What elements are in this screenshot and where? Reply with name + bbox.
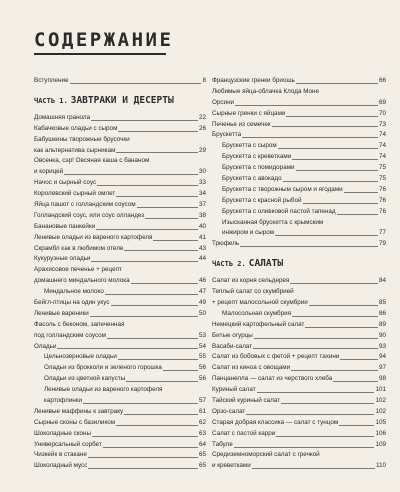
toc-leader-line xyxy=(163,370,198,371)
toc-entry[interactable] xyxy=(212,87,386,98)
toc-entry-title: инжиром и сыром xyxy=(222,229,275,237)
toc-page-number: 84 xyxy=(378,277,386,285)
toc-page-number: 55 xyxy=(198,353,206,361)
toc-entry[interactable] xyxy=(212,342,386,353)
toc-leader-line xyxy=(118,359,198,360)
toc-leader-line xyxy=(145,218,198,219)
toc-page-number: 54 xyxy=(198,342,206,350)
chapter-title: ЗАВТРАКИ И ДЕСЕРТЫ xyxy=(70,94,174,106)
toc-entry-title: Любимые яйца-облачка Клода Моне xyxy=(212,87,320,95)
toc-leader-line xyxy=(97,185,198,186)
toc-entry[interactable] xyxy=(212,207,386,218)
toc-leader-line xyxy=(96,229,198,230)
toc-page-number: 75 xyxy=(378,164,386,172)
toc-page-number: 61 xyxy=(198,407,206,415)
toc-page-number: 93 xyxy=(378,342,386,350)
toc-leader-line xyxy=(153,240,198,241)
toc-page-number: 89 xyxy=(378,320,386,328)
toc-leader-line xyxy=(118,131,198,132)
toc-leader-line xyxy=(246,414,374,415)
toc-entry[interactable] xyxy=(212,196,386,207)
toc-leader-line xyxy=(296,170,378,171)
toc-entry[interactable] xyxy=(212,429,386,440)
toc-page-number: 49 xyxy=(198,299,206,307)
toc-page-number: 79 xyxy=(378,240,386,248)
toc-entry-title: Брускетта с творожным сыром и ягодами xyxy=(222,185,343,193)
toc-entry[interactable] xyxy=(212,331,386,342)
toc-entry[interactable] xyxy=(34,396,206,407)
toc-page-number: 56 xyxy=(198,364,206,372)
toc-entry-title: Табуле xyxy=(212,440,233,448)
toc-entry[interactable] xyxy=(34,352,206,363)
toc-entry[interactable] xyxy=(212,130,386,141)
chapter-heading xyxy=(212,256,386,272)
toc-entry-title: Шоколадный мусс xyxy=(34,462,88,470)
toc-entry[interactable] xyxy=(34,461,206,472)
toc-page-number: 57 xyxy=(198,397,206,405)
toc-entry-title: Брускетта с авокадо xyxy=(222,175,282,182)
toc-entry-title: Вступление xyxy=(34,76,69,84)
toc-entry-title: Орсини xyxy=(212,98,235,106)
toc-entry-title: Арахисовое печенье + рецепт xyxy=(34,266,122,274)
toc-page-number: 74 xyxy=(378,153,386,161)
toc-page-number: 76 xyxy=(378,207,386,215)
toc-leader-line xyxy=(281,403,374,404)
toc-leader-line xyxy=(340,359,378,360)
toc-entry-title: Бабушкины творожные брусочки xyxy=(34,135,130,143)
toc-entry-title: картофлинки xyxy=(44,397,83,405)
toc-page-number: 38 xyxy=(198,211,206,219)
toc-entry[interactable] xyxy=(212,418,386,429)
toc-entry-title: под голландским соусом xyxy=(34,331,106,339)
toc-entry-title: домашнего миндального молока xyxy=(34,277,130,285)
toc-page-number: 106 xyxy=(375,429,386,437)
toc-entry-title: Теплый салат со скумбрией xyxy=(212,288,294,296)
toc-column-left xyxy=(34,76,206,472)
toc-page-number: 43 xyxy=(198,244,206,252)
toc-page-number: 66 xyxy=(378,76,386,84)
toc-entry[interactable] xyxy=(212,309,386,320)
toc-entry-title: Домашняя гранола xyxy=(34,113,91,121)
toc-entry[interactable] xyxy=(34,76,206,87)
toc-entry[interactable] xyxy=(34,331,206,342)
toc-leader-line xyxy=(253,348,378,349)
toc-entry-title: Средиземноморский салат с гречкой xyxy=(212,451,320,459)
toc-entry[interactable] xyxy=(212,407,386,418)
toc-entry[interactable] xyxy=(212,174,386,185)
toc-entry-title: Овсенка, сэр! Овсяная каша с бананом xyxy=(34,157,150,165)
toc-page-number: 62 xyxy=(198,418,206,426)
toc-entry-title: Брускетта с красной рыбой xyxy=(222,196,302,204)
toc-entry[interactable] xyxy=(34,233,206,244)
toc-entry-title: Банановые панкейки xyxy=(34,222,96,230)
toc-entry-title: Трюфель xyxy=(212,240,240,248)
toc-leader-line xyxy=(105,294,198,295)
toc-entry-title: Оладьи из брокколи и зеленого горошка xyxy=(44,364,162,372)
toc-leader-line xyxy=(64,174,198,175)
toc-entry[interactable] xyxy=(34,189,206,200)
toc-entry[interactable] xyxy=(34,418,206,429)
toc-page-number: 41 xyxy=(198,233,206,241)
toc-leader-line xyxy=(137,207,198,208)
toc-leader-line xyxy=(292,159,378,160)
toc-entry[interactable] xyxy=(34,222,206,233)
toc-entry-title: Орзо-салат xyxy=(212,407,246,415)
toc-entry[interactable] xyxy=(34,320,206,331)
toc-page-number: 47 xyxy=(198,288,206,296)
toc-page-number: 73 xyxy=(378,120,386,128)
toc-page-number: 34 xyxy=(198,190,206,198)
toc-entry-title: Ленивые маффины к завтраку xyxy=(34,407,124,415)
toc-leader-line xyxy=(291,370,378,371)
toc-page-number: 69 xyxy=(378,98,386,106)
toc-page-number: 70 xyxy=(378,109,386,117)
toc-entry-title: Бейгл-птицы на один укус xyxy=(34,299,110,307)
toc-page-number: 65 xyxy=(198,462,206,470)
toc-leader-line xyxy=(92,436,198,437)
toc-entry[interactable] xyxy=(34,265,206,276)
toc-entry-title: Изысканная брускетта с крымским xyxy=(222,218,324,226)
toc-page-number: 102 xyxy=(375,397,386,405)
toc-leader-line xyxy=(91,120,198,121)
toc-column-right xyxy=(212,76,386,472)
toc-page-number: 26 xyxy=(198,124,206,132)
toc-entry[interactable] xyxy=(34,113,206,124)
toc-entry-title: Сырные гренки с яйцами xyxy=(212,109,286,117)
toc-entry[interactable] xyxy=(212,451,386,462)
toc-page-number: 65 xyxy=(198,451,206,459)
toc-entry[interactable] xyxy=(34,342,206,353)
toc-entry[interactable] xyxy=(212,287,386,298)
toc-entry[interactable] xyxy=(212,141,386,152)
toc-leader-line xyxy=(339,425,374,426)
toc-entry-title: Салат из корня сельдерея xyxy=(212,277,290,285)
toc-leader-line xyxy=(70,83,202,84)
toc-page-number: 76 xyxy=(378,185,386,193)
toc-leader-line xyxy=(303,203,378,204)
toc-page-number: 110 xyxy=(375,462,386,470)
toc-leader-line xyxy=(90,316,198,317)
toc-entry-title: Печенье из семечек xyxy=(212,120,271,128)
toc-entry-title: как альтернатива сырникам xyxy=(34,146,116,154)
toc-leader-line xyxy=(234,447,375,448)
toc-entry-title: Кабачковые оладьи с сыром xyxy=(34,124,118,132)
toc-page-number: 46 xyxy=(198,277,206,285)
toc-leader-line xyxy=(257,392,375,393)
toc-leader-line xyxy=(254,338,378,339)
toc-entry[interactable] xyxy=(34,178,206,189)
toc-leader-line xyxy=(278,148,378,149)
toc-leader-line xyxy=(296,83,378,84)
toc-page-number: 37 xyxy=(198,201,206,208)
toc-entry-title: Яйца пашот с голландским соусом xyxy=(34,201,136,208)
toc-entry[interactable] xyxy=(34,298,206,309)
toc-page-number: 75 xyxy=(378,175,386,182)
toc-page-number: 64 xyxy=(198,440,206,448)
toc-entry[interactable] xyxy=(34,200,206,211)
toc-page-number: 44 xyxy=(198,255,206,263)
toc-entry[interactable] xyxy=(212,396,386,407)
toc-page-number: 53 xyxy=(198,331,206,339)
toc-leader-line xyxy=(57,348,198,349)
toc-entry[interactable] xyxy=(212,440,386,451)
toc-entry[interactable] xyxy=(34,287,206,298)
toc-entry-title: Начос и сырный соус xyxy=(34,179,97,187)
toc-entry[interactable] xyxy=(34,276,206,287)
toc-entry-title: Фасоль с беконом, запеченная xyxy=(34,320,125,328)
toc-entry-title: Универсальный сорбет xyxy=(34,440,102,448)
toc-entry[interactable] xyxy=(34,309,206,320)
toc-page-number: 33 xyxy=(198,179,206,187)
toc-entry[interactable] xyxy=(34,440,206,451)
toc-leader-line xyxy=(103,447,198,448)
toc-entry-title: Тайский куриный салат xyxy=(212,397,281,405)
toc-entry[interactable] xyxy=(34,363,206,374)
toc-leader-line xyxy=(111,305,198,306)
toc-page-number: 29 xyxy=(198,146,206,154)
toc-leader-line xyxy=(91,261,198,262)
toc-leader-line xyxy=(88,457,198,458)
toc-entry-title: Королевский сырный омлет xyxy=(34,190,116,198)
toc-entry[interactable] xyxy=(212,109,386,120)
toc-page-number: 74 xyxy=(378,142,386,150)
toc-entry[interactable] xyxy=(212,98,386,109)
toc-leader-line xyxy=(124,250,198,251)
toc-leader-line xyxy=(292,316,378,317)
toc-page-number: 74 xyxy=(378,131,386,139)
toc-page-number: 22 xyxy=(198,113,206,121)
toc-entry[interactable] xyxy=(212,461,386,472)
toc-entry-title: Ленивые оладьи из вареного картофеля xyxy=(44,386,163,394)
toc-entry[interactable] xyxy=(34,451,206,462)
toc-leader-line xyxy=(286,116,378,117)
toc-page-number: 97 xyxy=(378,364,386,372)
toc-entry[interactable] xyxy=(34,254,206,265)
toc-entry[interactable] xyxy=(212,320,386,331)
toc-entry-title: Цельнозерновые оладьи xyxy=(44,353,117,361)
toc-entry[interactable] xyxy=(34,156,206,167)
toc-entry-title: Брускетта с креветками xyxy=(222,153,292,161)
toc-page-number: 86 xyxy=(378,309,386,317)
toc-entry[interactable] xyxy=(212,374,386,385)
toc-entry-title: Оладьи xyxy=(34,342,57,350)
page-title: СОДЕРЖАНИЕ xyxy=(34,29,174,51)
toc-entry[interactable] xyxy=(212,218,386,229)
toc-entry-title: Салат с пастой карри xyxy=(212,429,276,437)
toc-leader-line xyxy=(337,214,378,215)
toc-entry[interactable] xyxy=(34,374,206,385)
toc-entry[interactable] xyxy=(212,228,386,239)
toc-entry-title: Брускетта xyxy=(212,131,242,139)
toc-entry-title: Салат из киноа с овощами xyxy=(212,364,291,372)
toc-entry-title: Малосольная скумбрия xyxy=(222,309,292,317)
toc-leader-line xyxy=(124,414,198,415)
toc-leader-line xyxy=(242,137,378,138)
page-title-block xyxy=(34,30,173,55)
toc-leader-line xyxy=(83,403,198,404)
toc-entry-title: Старая добрая классика — салат с тунцом xyxy=(212,418,339,426)
toc-leader-line xyxy=(283,181,378,182)
toc-entry[interactable] xyxy=(34,146,206,157)
chapter-heading xyxy=(34,93,206,109)
toc-page-number: 40 xyxy=(198,222,206,230)
toc-page-number: 63 xyxy=(198,429,206,437)
toc-page-number: 98 xyxy=(378,375,386,383)
toc-entry-title: Кукурузные оладьи xyxy=(34,255,91,263)
toc-leader-line xyxy=(276,436,374,437)
toc-leader-line xyxy=(305,327,378,328)
toc-entry[interactable] xyxy=(34,211,206,222)
toc-entry[interactable] xyxy=(34,385,206,396)
toc-entry[interactable] xyxy=(34,124,206,135)
toc-page-number: 90 xyxy=(378,331,386,339)
toc-leader-line xyxy=(235,105,378,106)
toc-entry[interactable] xyxy=(34,407,206,418)
toc-entry-title: и корицей xyxy=(34,168,64,176)
toc-leader-line xyxy=(116,152,198,153)
toc-page-number: 30 xyxy=(198,168,206,176)
toc-page-number: 101 xyxy=(375,386,386,394)
toc-leader-line xyxy=(126,381,198,382)
toc-entry-title: Шоколадные сконы xyxy=(34,429,92,437)
toc-entry[interactable] xyxy=(212,239,386,250)
toc-page-number: 56 xyxy=(198,375,206,383)
chapter-title: САЛАТЫ xyxy=(248,258,284,270)
toc-page-number: 102 xyxy=(375,407,386,415)
toc-leader-line xyxy=(116,425,198,426)
toc-entry[interactable] xyxy=(34,167,206,178)
toc-entry-title: Битые огурцы xyxy=(212,331,253,339)
toc-leader-line xyxy=(107,338,198,339)
toc-leader-line xyxy=(240,246,378,247)
toc-leader-line xyxy=(116,196,198,197)
toc-leader-line xyxy=(333,381,378,382)
toc-entry[interactable] xyxy=(212,352,386,363)
toc-page-number: 77 xyxy=(378,229,386,237)
toc-entry[interactable] xyxy=(212,185,386,196)
toc-entry-title: Чизкейк в стакане xyxy=(34,451,87,459)
chapter-number: ЧАСТЬ 2. xyxy=(212,260,246,269)
toc-entry[interactable] xyxy=(212,363,386,374)
title-underline xyxy=(34,53,166,55)
toc-leader-line xyxy=(344,192,378,193)
toc-entry-title: и креветками xyxy=(212,462,251,470)
toc-entry[interactable] xyxy=(212,163,386,174)
toc-entry[interactable] xyxy=(212,152,386,163)
toc-entry-title: Брускетта с оливковой пастой тапенад xyxy=(222,207,336,215)
toc-entry-title: Скрамбл как в любимом отеле xyxy=(34,244,124,252)
toc-entry-title: Салат из бобовых с фетой + рецепт тахини xyxy=(212,353,340,361)
toc-entry-title: Брускетта с помидорами xyxy=(222,164,295,172)
toc-page-number: 109 xyxy=(375,440,386,448)
toc-entry[interactable] xyxy=(34,244,206,255)
toc-leader-line xyxy=(275,235,378,236)
toc-entry[interactable] xyxy=(212,120,386,131)
toc-entry[interactable] xyxy=(34,135,206,146)
toc-entry[interactable] xyxy=(212,276,386,287)
toc-page-number: 50 xyxy=(198,309,206,317)
toc-entry[interactable] xyxy=(212,76,386,87)
toc-entry-title: Куриный салат xyxy=(212,386,256,394)
toc-entry-title: Немецкий картофельный салат xyxy=(212,320,305,328)
toc-entry-title: Ленивые оладьи из вареного картофеля xyxy=(34,233,153,241)
toc-page-number: 105 xyxy=(375,418,386,426)
toc-entry-title: Оладьи из цветной капусты xyxy=(44,375,126,383)
toc-leader-line xyxy=(309,305,378,306)
toc-leader-line xyxy=(290,283,378,284)
toc-entry-title: Французские гренки бриошь xyxy=(212,76,295,84)
toc-entry-title: Брускетта с сыром xyxy=(222,142,277,150)
toc-leader-line xyxy=(88,468,198,469)
toc-leader-line xyxy=(252,468,375,469)
toc-entry-title: Миндальное молоко xyxy=(44,288,104,296)
toc-entry[interactable] xyxy=(34,429,206,440)
toc-entry-title: Васаби-салат xyxy=(212,342,253,350)
toc-entry-title: Голландский соус, или соус олландез xyxy=(34,211,145,219)
toc-entry-title: Ленивые вареники xyxy=(34,309,89,317)
toc-page-number: 94 xyxy=(378,353,386,361)
toc-leader-line xyxy=(272,126,378,127)
toc-entry-title: + рецепт малосольной скумбрии xyxy=(212,299,308,307)
toc-entry[interactable] xyxy=(212,298,386,309)
toc-leader-line xyxy=(131,283,198,284)
toc-page-number: 8 xyxy=(202,76,206,84)
toc-page-number: 85 xyxy=(378,299,386,307)
toc-page-number: 76 xyxy=(378,196,386,204)
toc-entry-title: Панцанелла — салат из черствого хлеба xyxy=(212,375,333,383)
toc-entry-title: Сырные сконы с базиликом xyxy=(34,418,116,426)
chapter-number: ЧАСТЬ 1. xyxy=(34,96,68,105)
toc-entry[interactable] xyxy=(212,385,386,396)
